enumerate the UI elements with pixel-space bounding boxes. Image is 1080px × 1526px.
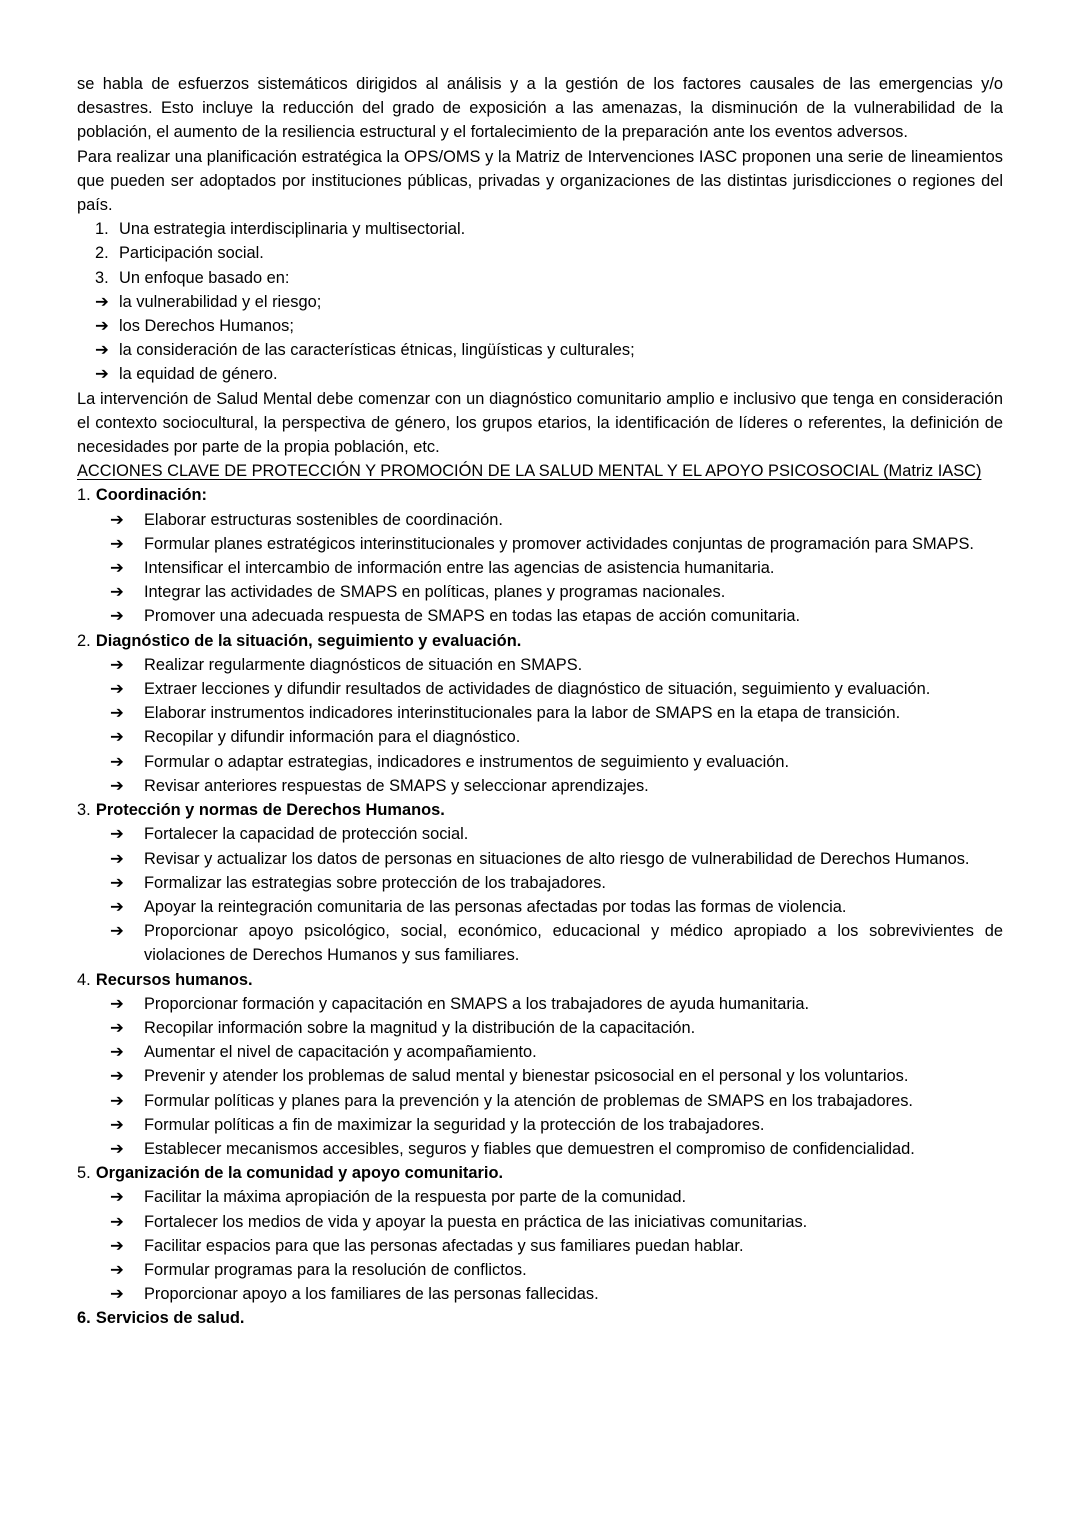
list-item	[77, 847, 1003, 871]
list-item-text: Revisar anteriores respuestas de SMAPS y seleccionar aprendizajes.	[144, 776, 649, 795]
arrow-bullet-icon: ➔	[110, 510, 124, 529]
list-item	[77, 1258, 1003, 1282]
section-number: 5.	[77, 1164, 91, 1183]
list-item-text: Integrar las actividades de SMAPS en políticas, planes y programas nacionales.	[144, 583, 726, 602]
list-item	[77, 653, 1003, 677]
arrow-bullet-icon: ➔	[110, 897, 124, 916]
arrow-bullet-icon: ➔	[110, 1212, 124, 1231]
arrow-bullet-icon: ➔	[110, 728, 124, 747]
arrow-bullet-icon: ➔	[110, 849, 124, 868]
list-item	[77, 580, 1003, 604]
arrow-bullet-icon: ➔	[95, 365, 109, 384]
section-title: Coordinación:	[95, 486, 207, 505]
arrow-list-proteccion	[77, 822, 1003, 967]
arrow-bullet-icon: ➔	[110, 1139, 124, 1158]
arrow-bullet-icon: ➔	[110, 994, 124, 1013]
arrow-bullet-icon: ➔	[110, 825, 124, 844]
section-title: Diagnóstico de la situación, seguimiento y evaluación.	[95, 631, 522, 650]
arrow-bullet-icon: ➔	[110, 1285, 124, 1304]
arrow-bullet-icon: ➔	[110, 1188, 124, 1207]
arrow-bullet-icon: ➔	[110, 776, 124, 795]
list-item	[77, 1210, 1003, 1234]
list-item-text: Extraer lecciones y difundir resultados de actividades de diagnóstico de situación, seguimiento y evaluación.	[144, 680, 931, 699]
list-item	[77, 992, 1003, 1016]
list-item	[77, 677, 1003, 701]
list-item	[77, 532, 1003, 556]
list-item-text: la equidad de género.	[119, 365, 278, 384]
list-number: 2.	[95, 244, 109, 263]
list-item	[77, 750, 1003, 774]
arrow-bullet-icon: ➔	[110, 534, 124, 553]
list-item	[77, 556, 1003, 580]
list-item-text: Elaborar instrumentos indicadores interinstitucionales para la labor de SMAPS en la etapa de transición.	[144, 704, 901, 723]
arrow-bullet-icon: ➔	[95, 317, 109, 336]
arrow-bullet-icon: ➔	[110, 1043, 124, 1062]
list-item	[77, 338, 1003, 362]
paragraph-risk-management: se habla de esfuerzos sistemáticos dirigidos al análisis y a la gestión de los factores causales de las emergencias y/o desastres. Esto incluye la reducción del grado de exposición a las amenazas, la disminución de la vulnerabilidad de la población, el aumento de la resiliencia estructural y el fortalecimiento de la preparación ante los eventos adversos.	[77, 75, 1003, 142]
list-item-text: Facilitar la máxima apropiación de la respuesta por parte de la comunidad.	[144, 1188, 687, 1207]
list-item	[77, 1040, 1003, 1064]
list-item-text: Formular políticas a fin de maximizar la seguridad y la protección de los trabajadores.	[144, 1115, 765, 1134]
list-item-text: Formular planes estratégicos interinstitucionales y promover actividades conjuntas de programación para SMAPS.	[144, 534, 974, 553]
list-item	[77, 314, 1003, 338]
list-item-text: Fortalecer la capacidad de protección social.	[144, 825, 469, 844]
list-item-text: Proporcionar apoyo psicológico, social, económico, educacional y médico apropiado a los sobrevivientes de violaciones de Derechos Humanos y sus familiares.	[144, 922, 1003, 965]
list-item-text: Elaborar estructuras sostenibles de coordinación.	[144, 510, 503, 529]
list-item	[77, 604, 1003, 628]
list-item	[77, 362, 1003, 386]
section-title: Protección y normas de Derechos Humanos.	[95, 801, 445, 820]
section-heading-coordinacion	[77, 483, 1003, 507]
section-heading-servicios-salud	[77, 1306, 1003, 1330]
list-item	[77, 701, 1003, 725]
arrow-bullet-icon: ➔	[95, 292, 109, 311]
section-title: Recursos humanos.	[95, 970, 253, 989]
section-title: Organización de la comunidad y apoyo comunitario.	[95, 1164, 504, 1183]
list-item	[77, 774, 1003, 798]
list-item-text: Revisar y actualizar los datos de personas en situaciones de alto riesgo de vulnerabilidad de Derechos Humanos.	[144, 849, 970, 868]
arrow-bullet-icon: ➔	[110, 922, 124, 941]
arrow-bullet-icon: ➔	[110, 655, 124, 674]
numbered-list-lineamientos	[77, 217, 1003, 290]
list-item	[77, 290, 1003, 314]
paragraph-strategic-planning: Para realizar una planificación estratégica la OPS/OMS y la Matriz de Intervenciones IASC proponen una serie de lineamientos que pueden ser adoptados por instituciones públicas, privadas y organizaciones de las distintas jurisdicciones o regiones del país.	[77, 147, 1003, 215]
section-title: Servicios de salud.	[95, 1309, 245, 1328]
list-item-text: Una estrategia interdisciplinaria y multisectorial.	[119, 220, 466, 239]
list-item	[77, 1064, 1003, 1088]
list-item-text: la consideración de las características étnicas, lingüísticas y culturales;	[119, 341, 635, 360]
list-item	[77, 1185, 1003, 1209]
list-item	[77, 895, 1003, 919]
section-heading-diagnostico	[77, 629, 1003, 653]
arrow-bullet-icon: ➔	[110, 1091, 124, 1110]
list-number: 1.	[95, 220, 109, 239]
arrow-list-coordinacion	[77, 508, 1003, 629]
list-item-text: Realizar regularmente diagnósticos de situación en SMAPS.	[144, 655, 583, 674]
list-item-text: Participación social.	[119, 244, 264, 263]
list-item-text: Recopilar información sobre la magnitud y la distribución de la capacitación.	[144, 1018, 696, 1037]
list-item	[77, 919, 1003, 967]
list-item-text: Formular programas para la resolución de conflictos.	[144, 1260, 527, 1279]
list-item	[77, 822, 1003, 846]
arrow-bullet-icon: ➔	[110, 583, 124, 602]
section-number: 1.	[77, 486, 91, 505]
paragraph-diagnostico-comunitario: La intervención de Salud Mental debe comenzar con un diagnóstico comunitario amplio e inclusivo que tenga en consideración el contexto sociocultural, la perspectiva de género, los grupos etarios, la identificación de líderes o referentes, la definición de necesidades por parte de la propia población, etc.	[77, 389, 1003, 457]
arrow-list-recursos-humanos	[77, 992, 1003, 1161]
arrow-bullet-icon: ➔	[95, 341, 109, 360]
arrow-bullet-icon: ➔	[110, 1018, 124, 1037]
section-heading-proteccion	[77, 798, 1003, 822]
section-heading-recursos-humanos	[77, 968, 1003, 992]
list-item-text: Formular o adaptar estrategias, indicadores e instrumentos de seguimiento y evaluación.	[144, 752, 790, 771]
list-item-text: los Derechos Humanos;	[119, 317, 294, 336]
list-item-text: Prevenir y atender los problemas de salud mental y bienestar psicosocial en el personal y los voluntarios.	[144, 1067, 909, 1086]
list-item-text: Fortalecer los medios de vida y apoyar la puesta en práctica de las iniciativas comunitarias.	[144, 1212, 808, 1231]
list-number: 3.	[95, 268, 109, 287]
arrow-bullet-icon: ➔	[110, 1067, 124, 1086]
list-item-text: Promover una adecuada respuesta de SMAPS en todas las etapas de acción comunitaria.	[144, 607, 801, 626]
arrow-bullet-icon: ➔	[110, 607, 124, 626]
arrow-bullet-icon: ➔	[110, 1260, 124, 1279]
list-item	[77, 266, 1003, 290]
arrow-list-enfoque	[77, 290, 1003, 387]
list-item	[77, 1016, 1003, 1040]
list-item	[77, 217, 1003, 241]
list-item-text: Establecer mecanismos accesibles, seguros y fiables que demuestren el compromiso de confidencialidad.	[144, 1139, 915, 1158]
arrow-bullet-icon: ➔	[110, 704, 124, 723]
list-item	[77, 241, 1003, 265]
list-item-text: Apoyar la reintegración comunitaria de las personas afectadas por todas las formas de violencia.	[144, 897, 847, 916]
section-heading-organizacion-comunidad	[77, 1161, 1003, 1185]
arrow-bullet-icon: ➔	[110, 873, 124, 892]
list-item-text: la vulnerabilidad y el riesgo;	[119, 292, 322, 311]
arrow-bullet-icon: ➔	[110, 1236, 124, 1255]
section-number: 6.	[77, 1309, 91, 1328]
list-item	[77, 1234, 1003, 1258]
heading-acciones-clave: ACCIONES CLAVE DE PROTECCIÓN Y PROMOCIÓN DE LA SALUD MENTAL Y EL APOYO PSICOSOCIAL (Matriz IASC)	[77, 462, 982, 481]
list-item	[77, 1137, 1003, 1161]
arrow-bullet-icon: ➔	[110, 1115, 124, 1134]
list-item	[77, 1089, 1003, 1113]
section-number: 3.	[77, 801, 91, 820]
list-item-text: Proporcionar apoyo a los familiares de las personas fallecidas.	[144, 1285, 599, 1304]
list-item-text: Recopilar y difundir información para el diagnóstico.	[144, 728, 521, 747]
list-item	[77, 508, 1003, 532]
list-item-text: Facilitar espacios para que las personas afectadas y sus familiares puedan hablar.	[144, 1236, 744, 1255]
arrow-bullet-icon: ➔	[110, 559, 124, 578]
arrow-list-diagnostico	[77, 653, 1003, 798]
section-number: 4.	[77, 970, 91, 989]
list-item-text: Formular políticas y planes para la prevención y la atención de problemas de SMAPS en los trabajadores.	[144, 1091, 913, 1110]
list-item	[77, 725, 1003, 749]
list-item	[77, 1282, 1003, 1306]
list-item-text: Aumentar el nivel de capacitación y acompañamiento.	[144, 1043, 537, 1062]
list-item	[77, 871, 1003, 895]
list-item-text: Proporcionar formación y capacitación en SMAPS a los trabajadores de ayuda humanitaria.	[144, 994, 810, 1013]
arrow-list-organizacion-comunidad	[77, 1185, 1003, 1306]
arrow-bullet-icon: ➔	[110, 680, 124, 699]
list-item-text: Intensificar el intercambio de información entre las agencias de asistencia humanitaria.	[144, 559, 775, 578]
list-item-text: Formalizar las estrategias sobre protección de los trabajadores.	[144, 873, 606, 892]
section-number: 2.	[77, 631, 91, 650]
arrow-bullet-icon: ➔	[110, 752, 124, 771]
list-item-text: Un enfoque basado en:	[119, 268, 290, 287]
list-item	[77, 1113, 1003, 1137]
